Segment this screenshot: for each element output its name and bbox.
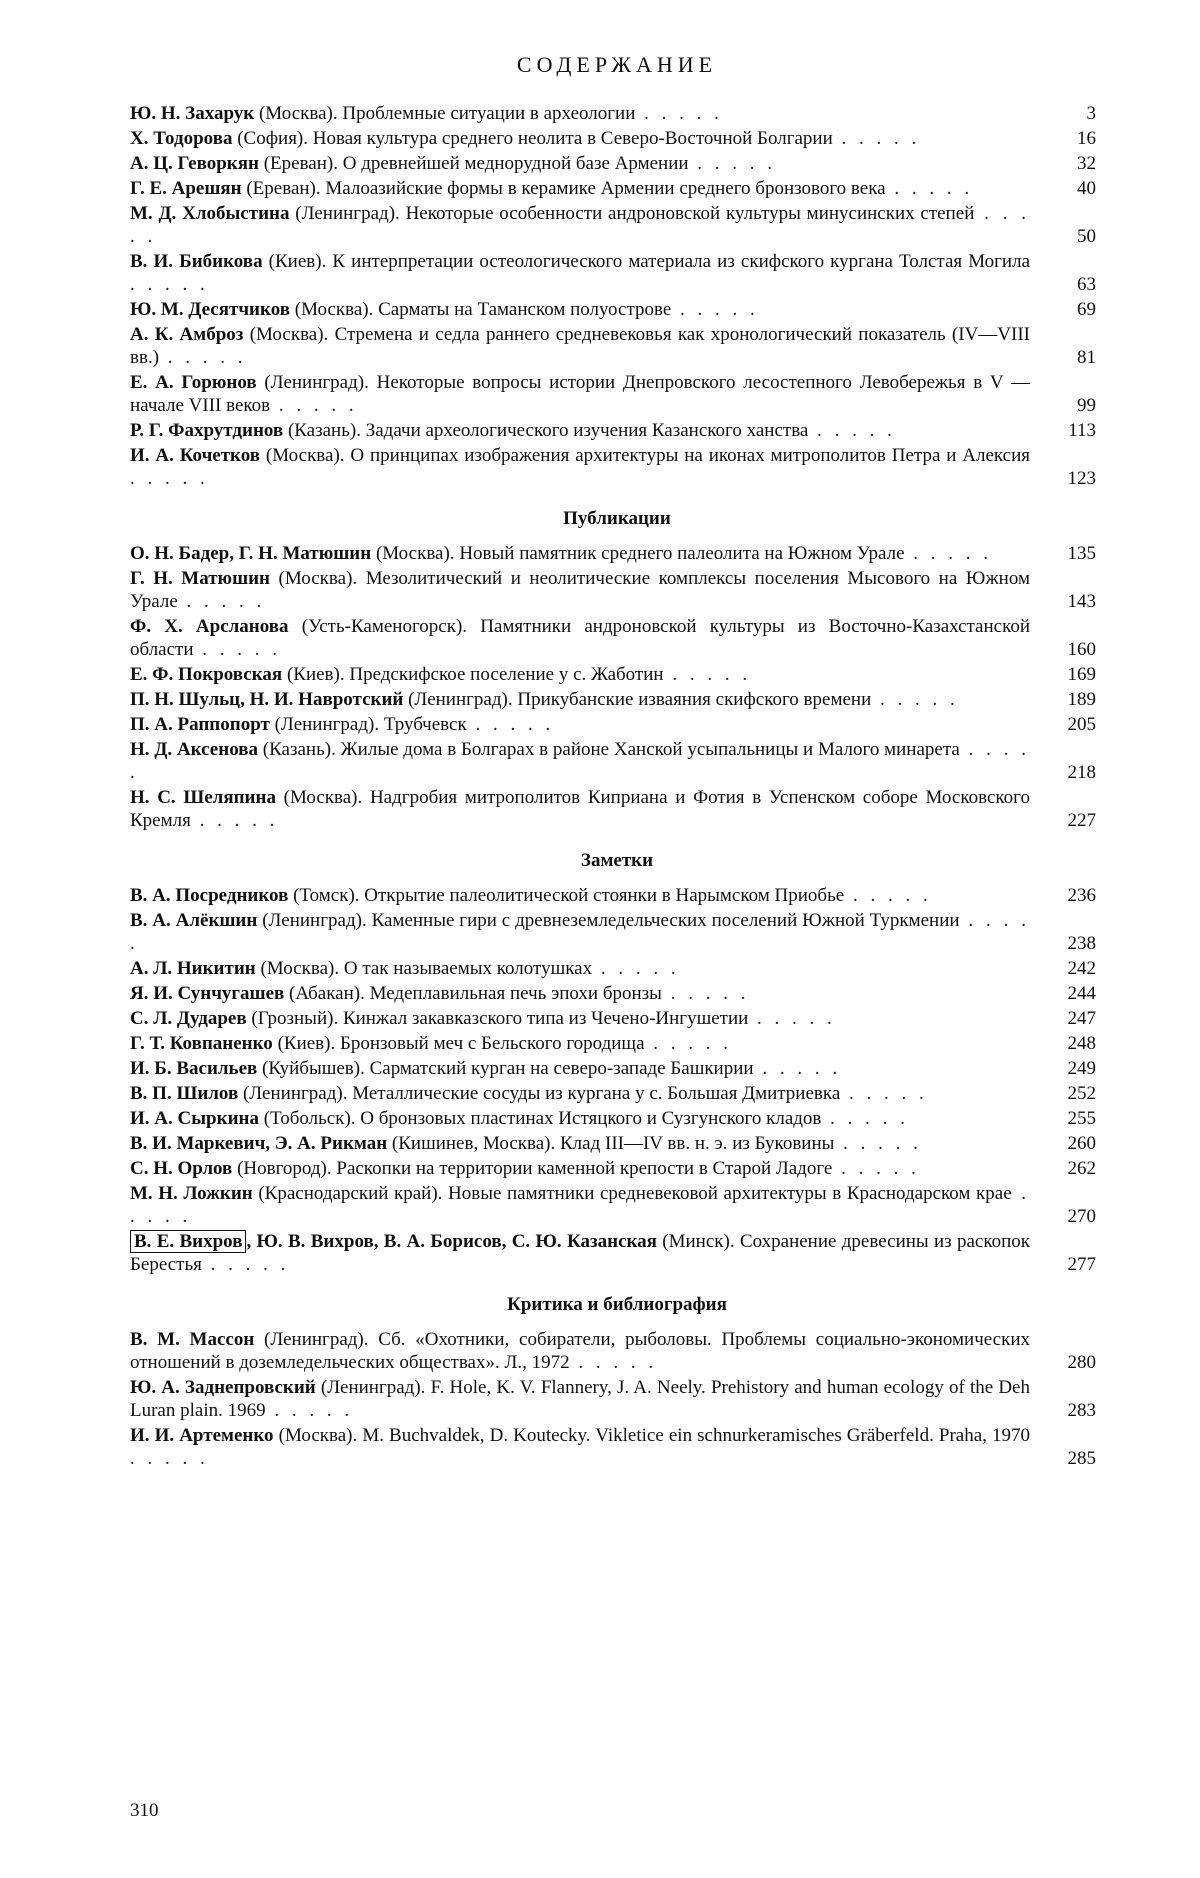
entry-page-number: 238 (1067, 933, 1096, 954)
entry-city: (Ленинград). (408, 689, 513, 710)
page-number: 310 (130, 1800, 159, 1821)
leader-dots: . . . . . (130, 468, 209, 489)
entry-authors: В. И. Маркевич, Э. А. Рикман (130, 1133, 388, 1154)
toc-section (130, 850, 1104, 1276)
entry-authors: В. М. Массон (130, 1329, 255, 1350)
entry-city: (Ленинград). (274, 714, 380, 735)
leader-dots: . . . . . (130, 1448, 209, 1469)
toc-section (130, 1294, 1104, 1470)
entry-page-number: 218 (1067, 762, 1096, 783)
entry-page-number: 189 (1067, 689, 1096, 710)
entry-page-number: 32 (1077, 153, 1096, 174)
leader-dots: . . . . . (177, 591, 266, 612)
entry-title: Сохранение древесины из раскопок Берестья (130, 1231, 1031, 1275)
entry-title: F. Hole, K. V. Flannery, J. A. Neely. Prehistory and human ecology of the Deh Luran plain. 1969 (130, 1377, 1030, 1421)
entry-city: (Абакан). (289, 983, 365, 1004)
leader-dots: . . . . . (832, 1158, 920, 1179)
entry-city: (Москва). (375, 543, 455, 564)
entry-page-number: 205 (1067, 714, 1096, 735)
entry-page-number: 247 (1067, 1008, 1096, 1029)
toc-entry[interactable] (130, 444, 1104, 490)
leader-dots: . . . . . (270, 395, 358, 416)
leader-dots: . . . . . (466, 714, 555, 735)
table-of-contents (130, 52, 1104, 1472)
entry-title: Сарматы на Таманском полуострове (378, 299, 672, 320)
toc-entry[interactable] (130, 1376, 1104, 1422)
toc-entry[interactable] (130, 1007, 1104, 1030)
entry-city: (Москва). (249, 324, 329, 345)
leader-dots: . . . . . (130, 739, 1031, 783)
leader-dots: . . . . . (688, 153, 777, 174)
entry-authors: П. А. Раппопорт (130, 714, 270, 735)
entry-title: О древнейшей меднорудной базе Армении (342, 153, 689, 174)
leader-dots: . . . . . (832, 128, 921, 149)
toc-section (130, 102, 1104, 490)
toc-entry[interactable] (130, 250, 1104, 296)
toc-entry[interactable] (130, 688, 1104, 711)
entry-page-number: 270 (1067, 1206, 1096, 1227)
leader-dots: . . . . . (644, 1033, 732, 1054)
entry-title: Открытие палеолитической стоянки в Нарымском Приобье (364, 885, 845, 906)
entry-page-number: 113 (1068, 420, 1096, 441)
toc-entry[interactable] (130, 1057, 1104, 1080)
entry-page-number: 285 (1067, 1448, 1096, 1469)
entry-city: (Киев). (286, 664, 345, 685)
leader-dots: . . . . . (748, 1008, 836, 1029)
entry-authors: Г. Е. Арешян (130, 178, 242, 199)
entry-authors: И. И. Артеменко (130, 1425, 274, 1446)
entry-page-number: 81 (1077, 347, 1096, 368)
entry-authors: Р. Г. Фахрутдинов (130, 420, 284, 441)
toc-entry[interactable] (130, 177, 1104, 200)
leader-dots: . . . . . (130, 1183, 1030, 1227)
entry-page-number: 40 (1077, 178, 1096, 199)
entry-city: (Ленинград). (295, 203, 400, 224)
toc-entry[interactable] (130, 202, 1104, 248)
entry-page-number: 169 (1067, 664, 1096, 685)
entry-page-number: 135 (1067, 543, 1096, 564)
entry-authors: В. А. Алёкшин (130, 910, 258, 931)
entry-title: Жилые дома в Болгарах в районе Ханской усыпальницы и Малого минарета (340, 739, 960, 760)
toc-entry[interactable] (130, 738, 1104, 784)
entry-authors: С. Н. Орлов (130, 1158, 233, 1179)
toc-entry[interactable] (130, 371, 1104, 417)
toc-entry[interactable] (130, 1082, 1104, 1105)
toc-entry[interactable] (130, 909, 1104, 955)
leader-dots: . . . . . (753, 1058, 842, 1079)
toc-entry[interactable] (130, 1424, 1104, 1470)
entry-page-number: 244 (1067, 983, 1096, 1004)
toc-entry[interactable] (130, 1230, 1104, 1276)
entry-authors: Ю. А. Заднепровский (130, 1377, 316, 1398)
entry-city: (Ереван). (263, 153, 338, 174)
toc-entry[interactable] (130, 567, 1104, 613)
entry-title: Некоторые особенности андроновской культуры минусинских степей (405, 203, 975, 224)
entry-city: (Ленинград). (242, 1083, 348, 1104)
entry-title: О так называемых колотушках (343, 958, 593, 979)
entry-city: (Новгород). (237, 1158, 332, 1179)
toc-entry[interactable] (130, 542, 1104, 565)
toc-entry[interactable] (130, 957, 1104, 980)
entry-page-number: 255 (1067, 1108, 1096, 1129)
entry-authors: Г. Н. Матюшин (130, 568, 270, 589)
entry-authors: А. Ц. Геворкян (130, 153, 259, 174)
entry-page-number: 280 (1067, 1352, 1096, 1373)
entry-authors: А. Л. Никитин (130, 958, 256, 979)
entry-city: (Киев). (277, 1033, 336, 1054)
entry-authors: Г. Т. Ковпаненко (130, 1033, 273, 1054)
entry-title: Проблемные ситуации в археологии (342, 103, 636, 124)
leader-dots: . . . . . (193, 639, 282, 660)
leader-dots: . . . . . (159, 347, 247, 368)
toc-entry[interactable] (130, 982, 1104, 1005)
leader-dots: . . . . . (885, 178, 974, 199)
entry-city: (Москва). (265, 445, 345, 466)
entry-page-number: 242 (1067, 958, 1096, 979)
entry-title: Раскопки на территории каменной крепости в Старой Ладоге (336, 1158, 833, 1179)
entry-title: Металлические сосуды из кургана у с. Большая Дмитриевка (352, 1083, 841, 1104)
toc-entry[interactable] (130, 1157, 1104, 1180)
entry-title: О принципах изображения архитектуры на иконах митрополитов Петра и Алексия (350, 445, 1031, 466)
toc-entry[interactable] (130, 323, 1104, 369)
entry-title: Сарматский курган на северо-западе Башкирии (369, 1058, 754, 1079)
leader-dots: . . . . . (130, 274, 209, 295)
entry-authors: Я. И. Сунчугашев (130, 983, 285, 1004)
entry-city: (Москва). (294, 299, 374, 320)
entry-title: Мезолитический и неолитические комплексы поселения Мысового на Южном Урале (130, 568, 1031, 612)
leader-dots: . . . . . (840, 1083, 928, 1104)
leader-dots: . . . . . (844, 885, 932, 906)
entry-city: (Тобольск). (263, 1108, 356, 1129)
entry-title: О бронзовых пластинах Истяцкого и Сузгунского кладов (360, 1108, 822, 1129)
leader-dots: . . . . . (671, 299, 759, 320)
entry-page-number: 252 (1067, 1083, 1096, 1104)
section-heading: Критика и библиография (507, 1294, 727, 1315)
entry-title: Стремена и седла раннего средневековья как хронологический показатель (IV—VIII вв.) (130, 324, 1031, 368)
entry-authors: И. А. Сыркина (130, 1108, 259, 1129)
leader-dots: . . . . . (265, 1400, 354, 1421)
entry-page-number: 262 (1067, 1158, 1096, 1179)
toc-entry[interactable] (130, 615, 1104, 661)
entry-page-number: 249 (1067, 1058, 1096, 1079)
entry-authors: Ю. Н. Захарук (130, 103, 255, 124)
entry-page-number: 63 (1077, 274, 1096, 295)
entry-authors: И. Б. Васильев (130, 1058, 258, 1079)
toc-entry[interactable] (130, 663, 1104, 686)
entry-title: Предскифское поселение у с. Жаботин (349, 664, 664, 685)
entry-page-number: 143 (1067, 591, 1096, 612)
leader-dots: . . . . . (821, 1108, 909, 1129)
entry-title: Задачи археологического изучения Казанского ханства (365, 420, 809, 441)
entry-city: (Куйбышев). (262, 1058, 365, 1079)
toc-entry[interactable] (130, 1182, 1104, 1228)
entry-page-number: 69 (1077, 299, 1096, 320)
leader-dots: . . . . . (661, 983, 750, 1004)
entry-authors: П. Н. Шульц, Н. И. Навротский (130, 689, 404, 710)
entry-page-number: 236 (1067, 885, 1096, 906)
leader-dots: . . . . . (834, 1133, 922, 1154)
entry-city: (Москва). (278, 1425, 358, 1446)
toc-entry[interactable] (130, 152, 1104, 175)
entry-authors: М. Д. Хлобыстина (130, 203, 290, 224)
entry-page-number: 16 (1077, 128, 1096, 149)
entry-authors: О. Н. Бадер, Г. Н. Матюшин (130, 543, 372, 564)
entry-authors: Х. Тодорова (130, 128, 233, 149)
leader-dots: . . . . . (569, 1352, 658, 1373)
entry-city: (Ленинград). (264, 1329, 369, 1350)
toc-entry[interactable] (130, 127, 1104, 150)
section-heading: Публикации (563, 508, 671, 529)
entry-title: Клад III—IV вв. н. э. из Буковины (559, 1133, 835, 1154)
entry-page-number: 260 (1067, 1133, 1096, 1154)
toc-entry[interactable] (130, 884, 1104, 907)
toc-entry[interactable] (130, 102, 1104, 125)
toc-entry[interactable] (130, 713, 1104, 736)
entry-city: (Казань). (287, 420, 361, 441)
entry-authors: Ф. Х. Арсланова (130, 616, 289, 637)
entry-city: (Ленинград). (262, 910, 367, 931)
entry-city: (Минск). (662, 1231, 735, 1252)
entry-authors: И. А. Кочетков (130, 445, 261, 466)
entry-city: (Казань). (262, 739, 336, 760)
entry-authors: Ю. М. Десятчиков (130, 299, 290, 320)
toc-entry[interactable] (130, 1107, 1104, 1130)
entry-authors: В. П. Шилов (130, 1083, 239, 1104)
toc-entry[interactable] (130, 419, 1104, 442)
entry-page-number: 160 (1067, 639, 1096, 660)
entry-title: Некоторые вопросы истории Днепровского лесостепного Левобережья в V — начале VIII веков (130, 372, 1031, 416)
leader-dots: . . . . . (871, 689, 959, 710)
toc-section (130, 508, 1104, 832)
leader-dots: . . . . . (904, 543, 993, 564)
entry-city: (Ленинград). (320, 1377, 426, 1398)
entry-title: Новая культура среднего неолита в Северо-Восточной Болгарии (312, 128, 833, 149)
toc-sections (130, 102, 1104, 1470)
toc-entry[interactable] (130, 298, 1104, 321)
entry-title: Медеплавильная печь эпохи бронзы (369, 983, 662, 1004)
entry-page-number: 123 (1067, 468, 1096, 489)
entry-page-number: 3 (1086, 103, 1096, 124)
entry-title: Памятники андроновской культуры из Восточно-Казахстанской области (130, 616, 1031, 660)
entry-city: (Краснодарский край). (258, 1183, 443, 1204)
entry-authors: , Ю. В. Вихров, В. А. Борисов, С. Ю. Казанская (246, 1231, 657, 1252)
entry-city: (Москва). (260, 958, 340, 979)
entry-authors: М. Н. Ложкин (130, 1183, 253, 1204)
entry-page-number: 283 (1067, 1400, 1096, 1421)
entry-city: (София). (237, 128, 309, 149)
entry-city: (Ереван). (246, 178, 321, 199)
entry-title: Кинжал закавказского типа из Чечено-Ингушетии (342, 1008, 749, 1029)
entry-title: К интерпретации остеологического материала из скифского кургана Толстая Могила (332, 251, 1030, 272)
entry-author-boxed: В. Е. Вихров (130, 1230, 246, 1253)
entry-title: Прикубанские изваяния скифского времени (517, 689, 872, 710)
entry-page-number: 50 (1077, 226, 1096, 247)
entry-authors: Н. Д. Аксенова (130, 739, 258, 760)
entry-authors: А. К. Амброз (130, 324, 244, 345)
entry-city: (Грозный). (251, 1008, 339, 1029)
entry-city: (Усть-Каменогорск). (301, 616, 468, 637)
entry-city: (Томск). (293, 885, 360, 906)
entry-title: Надгробия митрополитов Киприана и Фотия в Успенском соборе Московского Кремля (130, 787, 1030, 831)
entry-authors: Е. А. Горюнов (130, 372, 257, 393)
section-heading: Заметки (580, 850, 654, 871)
entry-authors: В. И. Бибикова (130, 251, 263, 272)
entry-title: Бронзовый меч с Бельского городища (339, 1033, 645, 1054)
toc-entry[interactable] (130, 1328, 1104, 1374)
entry-title: M. Buchvaldek, D. Koutecky. Vikletice ein schnurkeramisches Gräberfeld. Praha, 1970 (362, 1425, 1030, 1446)
leader-dots: . . . . . (130, 203, 1031, 247)
entry-title: Сб. «Охотники, собиратели, рыболовы. Проблемы социально-экономических отношений в доземледельческих обществах». Л., 1972 (130, 1329, 1031, 1373)
leader-dots: . . . . . (663, 664, 752, 685)
leader-dots: . . . . . (592, 958, 680, 979)
toc-entry[interactable] (130, 1032, 1104, 1055)
entry-title: Малоазийские формы в керамике Армении среднего бронзового века (325, 178, 886, 199)
toc-entry[interactable] (130, 1132, 1104, 1155)
entry-title: Каменные гири с древнеземледельческих поселений Южной Туркмении (371, 910, 960, 931)
entry-authors: С. Л. Дударев (130, 1008, 247, 1029)
toc-entry[interactable] (130, 786, 1104, 832)
leader-dots: . . . . . (808, 420, 896, 441)
entry-page-number: 248 (1067, 1033, 1096, 1054)
entry-page-number: 99 (1077, 395, 1096, 416)
entry-authors: В. А. Посредников (130, 885, 289, 906)
entry-city: (Кишинев, Москва). (391, 1133, 556, 1154)
leader-dots: . . . . . (190, 810, 279, 831)
page-title: СОДЕРЖАНИЕ (516, 52, 718, 77)
entry-city: (Ленинград). (264, 372, 369, 393)
leader-dots: . . . . . (635, 103, 723, 124)
entry-page-number: 277 (1067, 1254, 1096, 1275)
entry-city: (Киев). (268, 251, 327, 272)
entry-title: Новый памятник среднего палеолита на Южном Урале (459, 543, 905, 564)
entry-title: Новые памятники средневековой архитектуры в Краснодарском крае (448, 1183, 1012, 1204)
entry-city: (Москва). (258, 103, 338, 124)
entry-authors: Н. С. Шеляпина (130, 787, 276, 808)
entry-title: Трубчевск (383, 714, 467, 735)
entry-city: (Москва). (278, 568, 358, 589)
entry-city: (Москва). (283, 787, 363, 808)
entry-page-number: 227 (1067, 810, 1096, 831)
entry-authors: Е. Ф. Покровская (130, 664, 283, 685)
leader-dots: . . . . . (201, 1254, 290, 1275)
leader-dots: . . . . . (130, 910, 1031, 954)
